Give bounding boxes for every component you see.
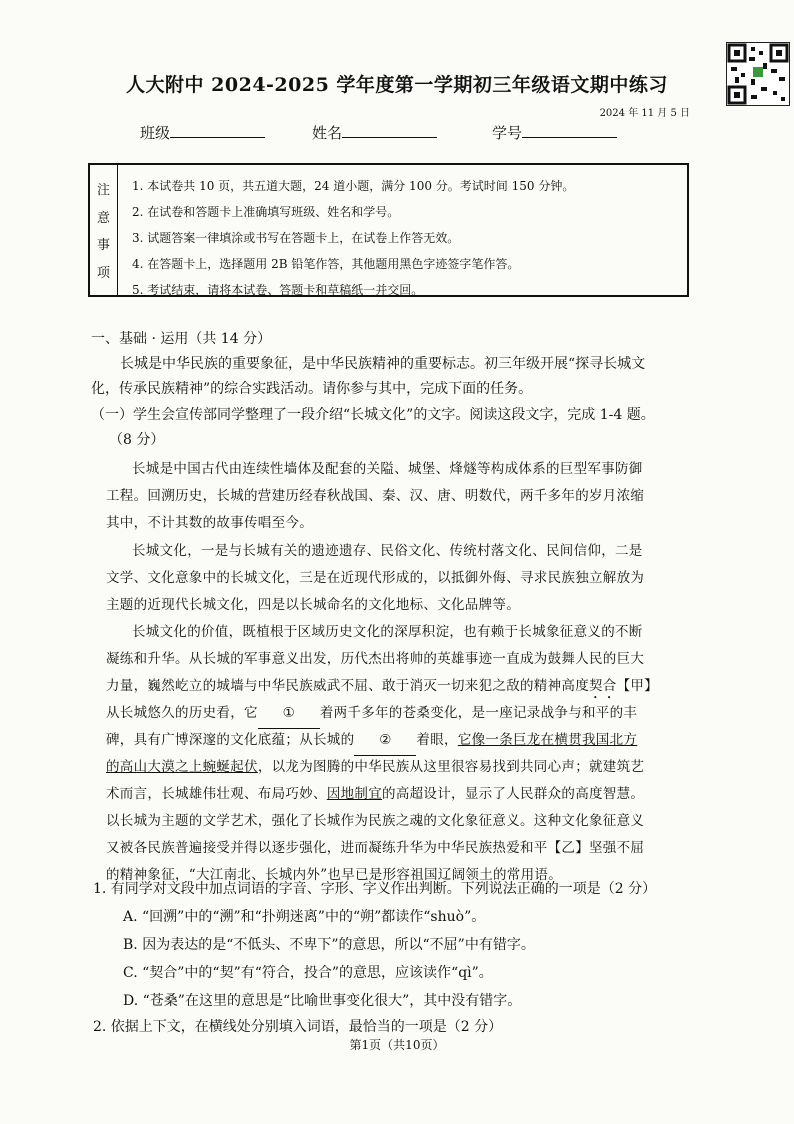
question-1-option-a: A. “回溯”中的“溯”和“扑朔迷离”中的“朔”都读作“shuò”。 [123, 909, 486, 925]
notice-item: 1. 本试卷共 10 页，共五道大题，24 道小题，满分 100 分。考试时间 150 分钟。 [132, 179, 575, 193]
question-1-stem: 1. 有同学对文段中加点词语的字音、字形、字义作出判断。下列说法正确的一项是（2 分） [93, 881, 657, 897]
underlined-sentence: 它像一条巨龙在横贯我国北方 [457, 732, 638, 748]
dotted-word: 契合 [589, 678, 617, 694]
passage-line: 主题的近现代长城文化，四是以长城命名的文化地标、文化品牌等。 [106, 597, 520, 613]
exam-date: 2024 年 11 月 5 日 [599, 108, 690, 119]
notice-box [88, 163, 689, 297]
notice-item: 2. 在试卷和答题卡上准确填写班级、姓名和学号。 [132, 205, 400, 219]
intro-line: 长城是中华民族的重要象征，是中华民族精神的重要标志。初三年级开展“探寻长城文 [120, 356, 646, 372]
notice-label-char: 注 [96, 183, 110, 199]
question-1-option-b: B. 因为表达的是“不低头、不卑下”的意思，所以“不屈”中有错字。 [123, 937, 535, 953]
student-id-label: 学号 [492, 124, 523, 142]
passage-line: 长城是中国古代由连续性墙体及配套的关隘、城堡、烽燧等构成体系的巨型军事防御 [132, 461, 643, 477]
name-field [312, 122, 437, 143]
notice-item: 5. 考试结束，请将本试卷、答题卡和草稿纸一并交回。 [132, 283, 424, 297]
passage-line: 以长城为主题的文学艺术，强化了长城作为民族之魂的文化象征意义。这种文化象征意义 [106, 813, 645, 829]
passage-line: 力量，巍然屹立的城墙与中华民族威武不屈、敢于消灭一切来犯之敌的精神高度契合【甲】 [106, 678, 659, 694]
passage-line: 凝练和升华。从长城的军事意义出发，历代杰出将帅的英雄事迹一直成为鼓舞人民的巨大 [106, 651, 645, 667]
notice-label-char: 意 [96, 210, 110, 226]
subsection-heading: （一）学生会宣传部同学整理了一段介绍“长城文化”的文字。阅读这段文字，完成 1-4 题。 [91, 407, 655, 423]
name-blank [342, 123, 437, 138]
student-id-field [492, 122, 617, 143]
passage-line: 碑，具有广博深邃的文化底蕴；从长城的 ② 着眼，它像一条巨龙在横贯我国北方 [106, 727, 637, 756]
class-label: 班级 [140, 124, 171, 142]
notice-label-char: 事 [96, 238, 110, 254]
passage-line: 工程。回溯历史，长城的营建历经春秋战国、秦、汉、唐、明数代，两千多年的岁月浓缩 [106, 488, 645, 504]
section-heading: 一、基础 · 运用（共 14 分） [91, 331, 272, 347]
class-field [140, 122, 265, 143]
student-id-blank [522, 123, 617, 138]
notice-items [132, 173, 574, 303]
passage-line: 长城文化的价值，既植根于区域历史文化的深厚积淀，也有赖于长城象征意义的不断 [132, 624, 643, 640]
blank-1: ① [258, 700, 320, 729]
question-2-stem: 2. 依据上下文，在横线处分别填入词语，最恰当的一项是（2 分） [93, 1019, 503, 1035]
passage-line: 从长城悠久的历史看，它 ① 着两千多年的苍桑变化，是一座记录战争与和平的丰 [106, 700, 637, 729]
intro-line: 化，传承民族精神”的综合实践活动。请你参与其中，完成下面的任务。 [91, 381, 533, 397]
underlined-word: 因地制宜 [326, 786, 383, 802]
blank-2: ② [354, 727, 416, 756]
notice-label [90, 165, 118, 295]
class-blank [170, 123, 265, 138]
name-label: 姓名 [312, 124, 343, 142]
passage-line: 的精神象征，“大江南北、长城内外”也早已是形容祖国辽阔领土的常用语。 [106, 867, 563, 883]
subsection-score: （8 分） [109, 432, 165, 448]
question-1-option-d: D. “苍桑”在这里的意思是“比喻世事变化很大”，其中没有错字。 [123, 993, 522, 1009]
passage-line: 文学、文化意象中的长城文化，三是在近现代形成的，以抵御外侮、寻求民族独立解放为 [106, 570, 645, 586]
passage-line: 又被各民族普遍接受并得以逐步强化，进而凝练升华为中华民族热爱和平【乙】坚强不屈 [106, 840, 645, 856]
question-1-option-c: C. “契合”中的“契”有“符合，投合”的意思，应该读作“qì”。 [123, 965, 493, 981]
passage-line: 的高山大漠之上蜿蜒起伏，以龙为图腾的中华民族从这里很容易找到共同心声；就建筑艺 [106, 759, 645, 775]
notice-item: 4. 在答题卡上，选择题用 2B 铅笔作答，其他题用黑色字迹签字笔作答。 [132, 257, 520, 271]
passage-line: 长城文化，一是与长城有关的遗迹遗存、民俗文化、传统村落文化、民间信仰，二是 [132, 543, 643, 559]
underlined-sentence: 的高山大漠之上蜿蜒起伏 [106, 759, 258, 775]
passage-line: 术而言，长城雄伟壮观、布局巧妙、因地制宜的高超设计，显示了人民群众的高度智慧。 [106, 786, 645, 802]
notice-item: 3. 试题答案一律填涂或书写在答题卡上，在试卷上作答无效。 [132, 231, 460, 245]
page-title: 人大附中 2024-2025 学年度第一学期初三年级语文期中练习 [126, 74, 668, 96]
passage-line: 其中，不计其数的故事传唱至今。 [106, 515, 313, 531]
page-footer: 第1页（共10页） [349, 1038, 445, 1052]
notice-label-char: 项 [96, 265, 110, 281]
